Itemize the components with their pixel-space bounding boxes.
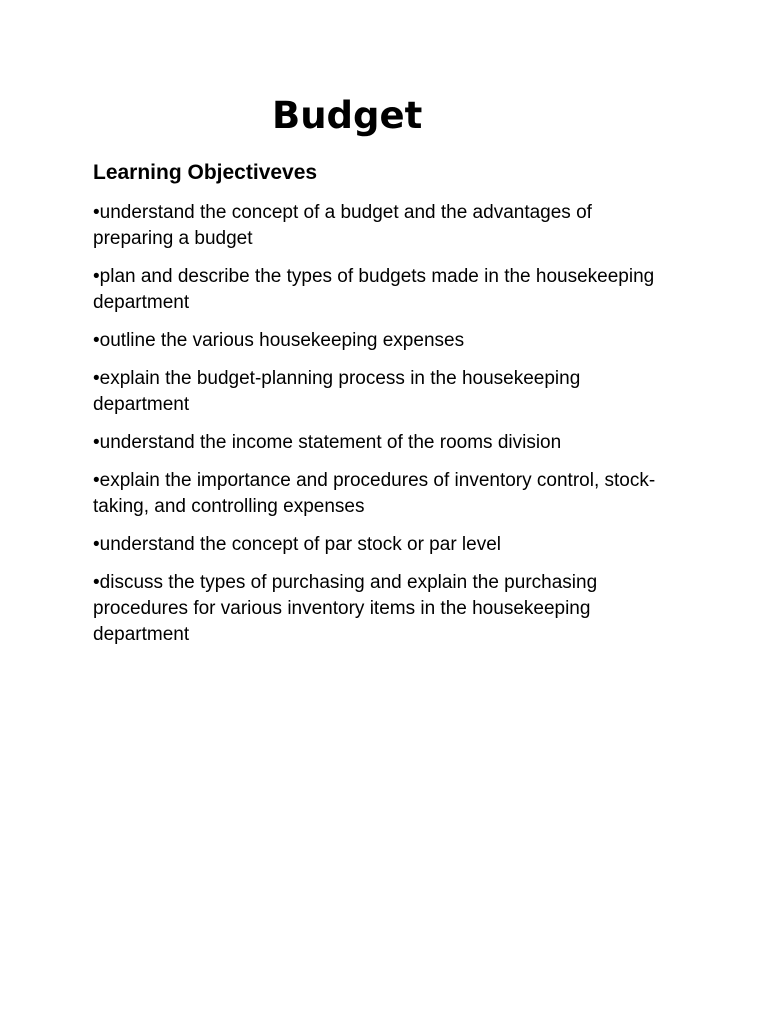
section-heading: Learning Objectiveves: [93, 161, 318, 184]
list-item: •plan and describe the types of budgets made in the housekeeping department: [93, 266, 655, 313]
list-item: •explain the budget-planning process in the housekeeping department: [93, 368, 581, 415]
list-item: •explain the importance and procedures of inventory control, stock-taking, and controlling expenses: [93, 470, 656, 517]
list-item: •understand the concept of par stock or par level: [93, 534, 501, 555]
list-item: •outline the various housekeeping expenses: [93, 330, 465, 351]
list-item: •understand the concept of a budget and the advantages of preparing a budget: [93, 202, 592, 249]
list-item: •understand the income statement of the rooms division: [93, 432, 562, 453]
objectives-list: [93, 200, 668, 660]
list-item: •discuss the types of purchasing and explain the purchasing procedures for various inventory items in the housekeeping department: [93, 572, 598, 645]
page-title: Budget: [272, 94, 423, 137]
